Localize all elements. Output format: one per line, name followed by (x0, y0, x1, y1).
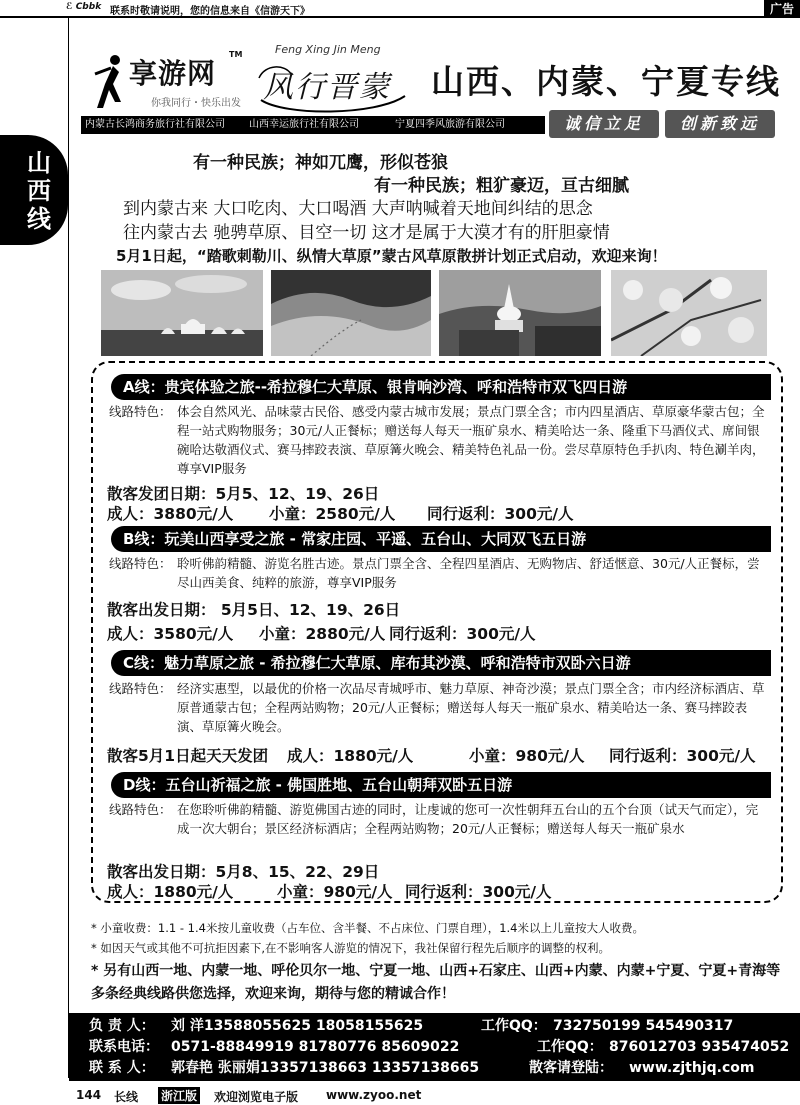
route-c-title: C线：魅力草原之旅 - 希拉穆仁大草原、库布其沙漠、呼和浩特市双卧六日游 (111, 650, 771, 676)
photo-white-pagoda (439, 270, 601, 356)
route-d-features (109, 800, 769, 838)
contact-row-phone (89, 1037, 789, 1057)
route-a-child-price: 小童：2580元/人 (269, 505, 396, 523)
route-b-rebate: 同行返利：300元/人 (389, 625, 536, 643)
route-b-child-price: 小童：2880元/人 (259, 625, 386, 643)
footer-site-link[interactable]: www.zyoo.net (326, 1088, 422, 1102)
website-link[interactable]: www.zjthjq.com (629, 1060, 755, 1076)
route-d-adult-price: 成人：1880元/人 (107, 883, 234, 901)
phone-value: 0571-88849919 81780776 85609022 (171, 1039, 460, 1055)
person-label: 联 系 人： (89, 1060, 155, 1076)
route-a-rebate: 同行返利：300元/人 (427, 505, 574, 523)
photo-blossom-branches (611, 270, 767, 356)
manager-value: 刘 洋13588055625 18058155625 (171, 1018, 424, 1034)
edition-badge: 浙江版 (158, 1087, 200, 1104)
route-b-feature-label: 线路特色： (109, 556, 172, 571)
note-weather: * 如因天气或其他不可抗拒因素下,在不影响客人游览的情况下，我社保留行程先后顺序的调整的权利。 (91, 941, 611, 955)
route-c-adult-price: 成人：1880元/人 (287, 747, 414, 765)
route-d-feature-text: 在您聆听佛韵精髓、游览佛国古迹的同时，让虔诚的您可一次性朝拜五台山的五个台顶（试天气而定），完成一次大朝台；景区经济标酒店；全程两站购物；20元/人正餐标；赠送每人每天一瓶矿泉水 (177, 802, 759, 836)
route-c-child-price: 小童：980元/人 (469, 747, 585, 765)
source-notice: 联系时敬请说明，您的信息来自《信游天下》 (110, 6, 310, 17)
traveler-icon (93, 54, 127, 110)
route-b-features (109, 554, 769, 592)
route-a-dates: 散客发团日期：5月5、12、19、26日 (107, 485, 380, 503)
route-d-feature-label: 线路特色： (109, 802, 172, 817)
top-bar (0, 0, 800, 18)
intro-line-2: 有一种民族；粗犷豪迈，亘古细腻 (374, 176, 629, 196)
page-number: 144 (76, 1088, 102, 1102)
route-c-feature-label: 线路特色： (109, 681, 172, 696)
qq-value-1: 732750199 545490317 (553, 1018, 734, 1034)
route-b-feature-text: 聆听佛韵精髓、游览名胜古迹。景点门票全含、全程四星酒店、无购物店、舒适惬意、30元/人正餐标，尝尽山西美食、纯粹的旅游，尊享VIP服务 (177, 556, 760, 590)
route-a-features (109, 402, 769, 478)
slogan-stamp-integrity: 诚信立足 (549, 110, 659, 138)
company-inner-mongolia: 内蒙古长鸿商务旅行社有限公司 (85, 119, 225, 130)
route-d-title: D线：五台山祈福之旅 - 佛国胜地、五台山朝拜双卧五日游 (111, 772, 771, 798)
intro-line-1: 有一种民族；神如兀鹰，形似苍狼 (193, 153, 448, 173)
route-d-child-price: 小童：980元/人 (277, 883, 393, 901)
intro-line-3: 到内蒙古来 大口吃肉、大口喝酒 大声呐喊着天地间纠结的思念 (123, 199, 593, 219)
route-a-adult-price: 成人：3880元/人 (107, 505, 234, 523)
advert-panel (68, 18, 800, 1078)
qq-label-2: 工作QQ： (537, 1039, 603, 1055)
route-b-dates: 散客出发日期： 5月5日、12、19、26日 (107, 601, 401, 619)
route-c-features (109, 679, 769, 736)
launch-announcement: 5月1日起，“踏歌刺勒川、纵情大草原”蒙古风草原散拼计划正式启动，欢迎来询！ (116, 247, 667, 265)
side-section-tab (0, 135, 68, 245)
contact-block (69, 1013, 800, 1081)
section-name: 长线 (114, 1090, 139, 1104)
manager-label: 负 责 人： (89, 1018, 155, 1034)
route-c-dates: 散客5月1日起天天发团 (107, 747, 269, 765)
company-bar (81, 116, 545, 134)
person-value: 郭春艳 张丽娟13357138663 13357138665 (171, 1060, 480, 1076)
brand-slogan: 你我同行・快乐出发 (151, 98, 241, 109)
route-d-dates: 散客出发日期：5月8、15、22、29日 (107, 863, 380, 881)
route-c-feature-text: 经济实惠型，以最优的价格一次品尽青城呼市、魅力草原、神奇沙漠；景点门票全含；市内经济标酒店、草原普通蒙古包；全程两站购物；20元/人正餐标；赠送每人每天一瓶矿泉水、精美哈达一条、赛马摔跤表演、草原篝火晚会。 (177, 681, 765, 734)
trademark-mark: TM (229, 50, 243, 59)
company-shanxi: 山西幸运旅行社有限公司 (249, 119, 359, 130)
partner-logo (255, 60, 415, 116)
photo-sand-dunes (271, 270, 431, 356)
phone-label: 联系电话： (89, 1039, 159, 1055)
ad-label: 广告 (764, 0, 800, 18)
page-footer (68, 1086, 800, 1105)
company-ningxia: 宁夏四季风旅游有限公司 (395, 119, 505, 130)
headline: 山西、内蒙、宁夏专线 (431, 62, 781, 101)
route-b-adult-price: 成人：3580元/人 (107, 625, 234, 643)
partner-name: 风行晋蒙 (263, 70, 391, 105)
route-a-feature-label: 线路特色： (109, 404, 172, 419)
route-c-rebate: 同行返利：300元/人 (609, 747, 756, 765)
route-b-title: B线：玩美山西享受之旅 - 常家庄园、平遥、五台山、大同双飞五日游 (111, 526, 771, 552)
photo-yurts-grassland (101, 270, 263, 356)
route-d-rebate: 同行返利：300元/人 (405, 883, 552, 901)
login-label: 散客请登陆： (529, 1060, 613, 1076)
qq-value-2: 876012703 935474052 (609, 1039, 790, 1055)
route-a-feature-text: 体会自然风光、品味蒙古民俗、感受内蒙古城市发展；景点门票全含；市内四星酒店、草原豪华蒙古包；全程一站式购物服务；30元/人正餐标；赠送每人每天一瓶矿泉水、精美哈达一条、隆重下马酒仪式、席间银碗哈达敬酒仪式、赛马摔跤表演、草原篝火晚会、精美特色礼品一份。尝尽草原特色手扒肉、特色涮羊肉，尊享VIP服务 (177, 404, 765, 476)
note-more-routes: * 另有山西一地、内蒙一地、呼伦贝尔一地、宁夏一地、山西+石家庄、山西+内蒙、内蒙+宁夏、宁夏+青海等多条经典线路供您选择，欢迎来询，期待与您的精诚合作！ (91, 963, 781, 1002)
contact-row-manager (89, 1016, 789, 1036)
footer-tagline: 欢迎浏览电子版 (214, 1090, 299, 1104)
note-child-fee: * 小童收费：1.1 - 1.4米按儿童收费（占车位、含半餐、不占床位、门票自理），1.4米以上儿童按大人收费。 (91, 921, 644, 935)
brand-name: 享游网 (129, 57, 217, 90)
partner-pinyin: Feng Xing Jin Meng (275, 43, 381, 56)
intro-line-4: 往内蒙古去 驰骋草原、目空一切 这才是属于大漠才有的肝胆豪情 (123, 223, 610, 243)
route-a-title: A线：贵宾体验之旅--希拉穆仁大草原、银肯响沙湾、呼和浩特市双飞四日游 (111, 374, 771, 400)
qq-label-1: 工作QQ： (481, 1018, 547, 1034)
contact-row-person (89, 1058, 789, 1078)
slogan-stamp-innovation: 创新致远 (665, 110, 775, 138)
magazine-logo: ℰ Cbbk (66, 2, 102, 12)
side-tab-label: 山西线 (27, 149, 51, 233)
